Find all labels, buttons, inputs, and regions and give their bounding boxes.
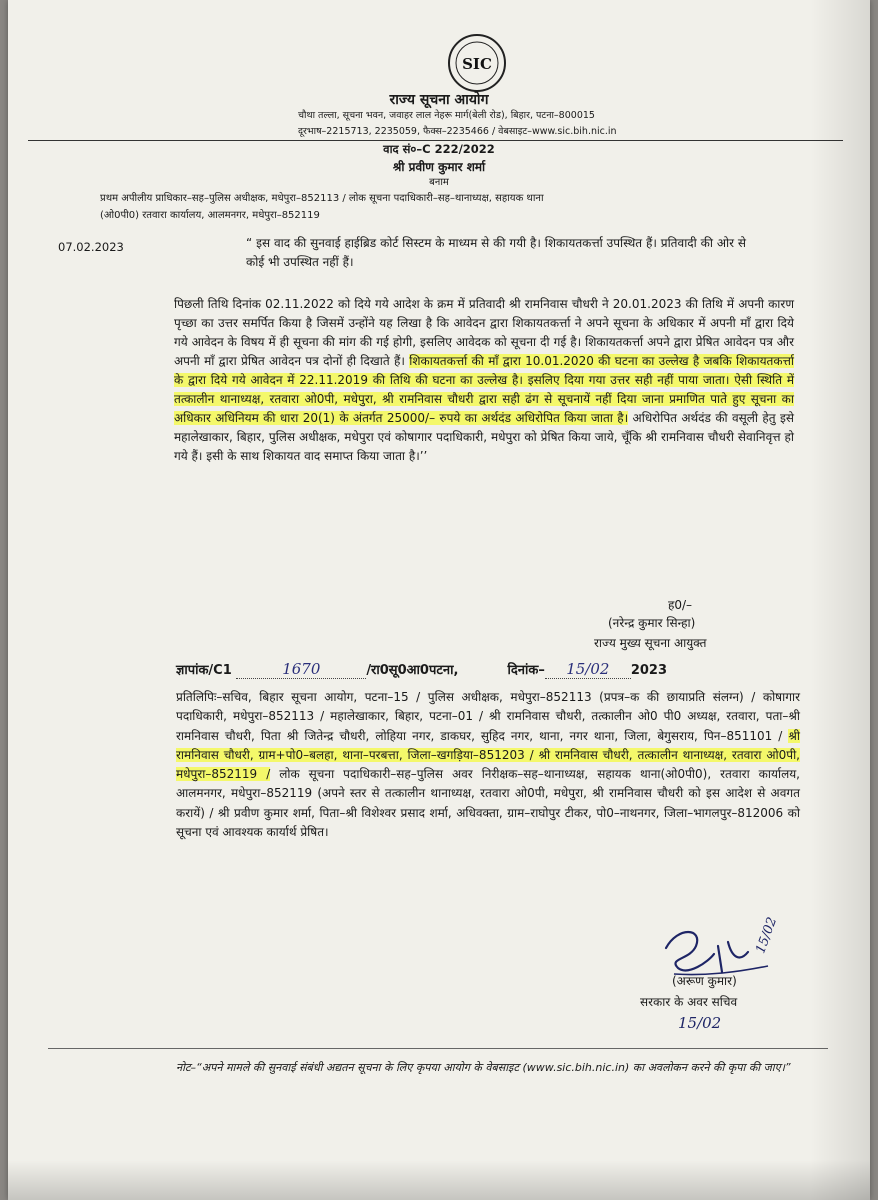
respondent-block: [100, 190, 800, 224]
signature-date-handwritten: 15/02: [753, 915, 781, 956]
signed-mark: ह0/–: [668, 598, 693, 612]
order-date: 07.02.2023: [58, 240, 124, 254]
signatory-1-name: (नरेन्द्र कुमार सिन्हा): [608, 616, 696, 630]
order-paragraph-2: [174, 295, 794, 466]
case-number: वाद सं०–C 222/2022: [383, 142, 495, 156]
signatory-2-designation: सरकार के अवर सचिव: [640, 995, 738, 1009]
commission-seal-logo: [446, 32, 508, 94]
svg-text:SIC: SIC: [462, 55, 492, 73]
copy-distribution: [176, 688, 800, 842]
order-text-part-a: पिछली तिथि दिनांक 02.11.2022 को दिये गये आदेश के क्रम में प्रतिवादी श्री रामनिवास चौधरी ने 20.01.2023 की तिथि में अपनी कारण पृच्छा का उत्तर समर्पित किया है जिसमें उन्होंने यह लिखा है कि आवेदन द्वारा शिकायतकर्त्ता ने अपने सूचना के अधिकार में अपनी माँ द्वारा दिये गये आवेदन के विषय में ही सूचना की मांग की गई होगी, इसलिए आवेदक को सूचना दी गई है। शिकायतकर्त्ता अपने द्वारा प्रेषित आवेदन पत्र और अपनी माँ द्वारा प्रेषित आवेदन पत्र दोनों ही दिखाते हैं।: [174, 297, 794, 368]
memo-reference-line: [176, 660, 667, 679]
footer-note: नोट–“अपने मामले की सुनवाई संबंधी अद्यतन सूचना के लिए कृपया आयोग के वेबसाइट (www.sic.bih.nic.in) का अवलोकन करने की कृपा की जाए।”: [176, 1061, 791, 1074]
org-address: चौथा तल्ला, सूचना भवन, जवाहर लाल नेहरू मार्ग(बेली रोड), बिहार, पटना–800015: [298, 110, 595, 121]
memo-date-handwritten: 15/02: [545, 660, 631, 679]
dispatch-date-handwritten: 15/02: [678, 1014, 722, 1032]
org-contact: दूरभाष–2215713, 2235059, फैक्स–2235466 / वेबसाइट–www.sic.bih.nic.in: [298, 126, 617, 137]
versus-label: बनाम: [429, 177, 449, 188]
memo-year: 2023: [630, 663, 668, 678]
memo-date-label: दिनांक–: [507, 663, 545, 678]
memo-number-handwritten: 1670: [236, 660, 366, 679]
copy-text-part-a: प्रतिलिपिः–सचिव, बिहार सूचना आयोग, पटना–15 / पुलिस अधीक्षक, मधेपुरा–852113 (प्रपत्र–क की छायाप्रति संलग्न) / कोषागार पदाधिकारी, मधेपुरा–852113 / महालेखाकार, बिहार, पटना–01 / श्री रामनिवास चौधरी, तत्कालीन ओ0 पी0 अध्यक्ष, रतवारा, पता–श्री रामनिवास चौधरी, पिता श्री जितेन्द्र चौधरी, लोहिया नगर, डाकघर, सुहिद नगर, थाना, नगर थाना, जिला, बेगुसराय, पिन–851101 /: [176, 690, 800, 743]
order-paragraph-1: “ इस वाद की सुनवाई हाईब्रिड कोर्ट सिस्टम के माध्यम से की गयी है। शिकायतकर्त्ता उपस्थित हैं। प्रतिवादी की ओर से कोई भी उपस्थित नहीं हैं।: [246, 236, 746, 269]
signatory-1-designation: राज्य मुख्य सूचना आयुक्त: [594, 636, 707, 650]
memo-label: ज्ञापांक/C1: [176, 663, 232, 678]
copy-text-part-b: लोक सूचना पदाधिकारी–सह–पुलिस अवर निरीक्षक–सह–थानाध्यक्ष, सहायक थाना(ओ0पी0), रतवारा कार्यालय, आलमनगर, मधेपुरा–852119 (अपने स्तर से तत्कालीन थानाध्यक्ष, रतवारा ओ0पी, मधेपुरा, श्री रामनिवास चौधरी को इस आदेश से अवगत करायें) / श्री प्रवीण कुमार शर्मा, पिता–श्री विशेश्वर प्रसाद शर्मा, अधिवक्ता, ग्राम–राघोपुर टीकर, पो0–नाथनगर, जिला–भागलपुर–812006 को सूचना एवं आवश्यक कार्यार्थ प्रेषित।: [176, 767, 800, 840]
respondent-line-2: (ओ0पी0) रतवारा कार्यालय, आलमनगर, मधेपुरा–852119: [100, 210, 320, 221]
memo-office: /रा0सू0आ0पटना,: [366, 663, 459, 678]
header-divider: [28, 140, 843, 141]
footer-divider: [48, 1048, 828, 1049]
complainant-name: श्री प्रवीण कुमार शर्मा: [392, 160, 486, 174]
org-name: राज्य सूचना आयोग: [389, 92, 489, 108]
order-text-highlighted: शिकायतकर्त्ता की माँ द्वारा 10.01.2020 की घटना का उल्लेख है जबकि शिकायतकर्त्ता के द्वारा दिये गये आवेदन में 22.11.2019 की तिथि की घटना का उल्लेख है। इसलिए दिया गया उत्तर सही नहीं पाया जाता। ऐसी स्थिति में तत्कालीन थानाध्यक्ष, रतवारा ओ0पी, मधेपुरा, श्री रामनिवास चौधरी द्वारा सही ढंग से सूचनायें नहीं दिया जाना प्रमाणित पाते हुए सूचना का अधिकार अधिनियम की धारा 20(1) के अंतर्गत 25000/– रुपये का अर्थदंड अधिरोपित किया जाता है।: [174, 354, 794, 425]
respondent-line-1: प्रथम अपीलीय प्राधिकार–सह–पुलिस अधीक्षक, मधेपुरा–852113 / लोक सूचना पदाधिकारी–सह–थानाध्यक्ष, सहायक थाना: [100, 193, 544, 204]
copy-text-highlighted: श्री रामनिवास चौधरी, ग्राम+पो0–बलहा, थाना–परबत्ता, जिला–खगड़िया–851203 / श्री रामनिवास चौधरी, तत्कालीन थानाध्यक्ष, रतवारा ओ0पी, मधेपुरा–852119 /: [176, 728, 800, 782]
signatory-2-name: (अरूण कुमार): [672, 974, 737, 988]
document-page: [8, 0, 870, 1200]
order-text-part-b: अधिरोपित अर्थदंड की वसूली हेतु इसे महालेखाकार, बिहार, पुलिस अधीक्षक, मधेपुरा एवं कोषागार पदाधिकारी, मधेपुरा को प्रेषित किया जाये, चूँकि श्री रामनिवास चौधरी सेवानिवृत्त हो गये हैं। इसी के साथ शिकायत वाद समाप्त किया जाता है।’’: [174, 411, 794, 463]
